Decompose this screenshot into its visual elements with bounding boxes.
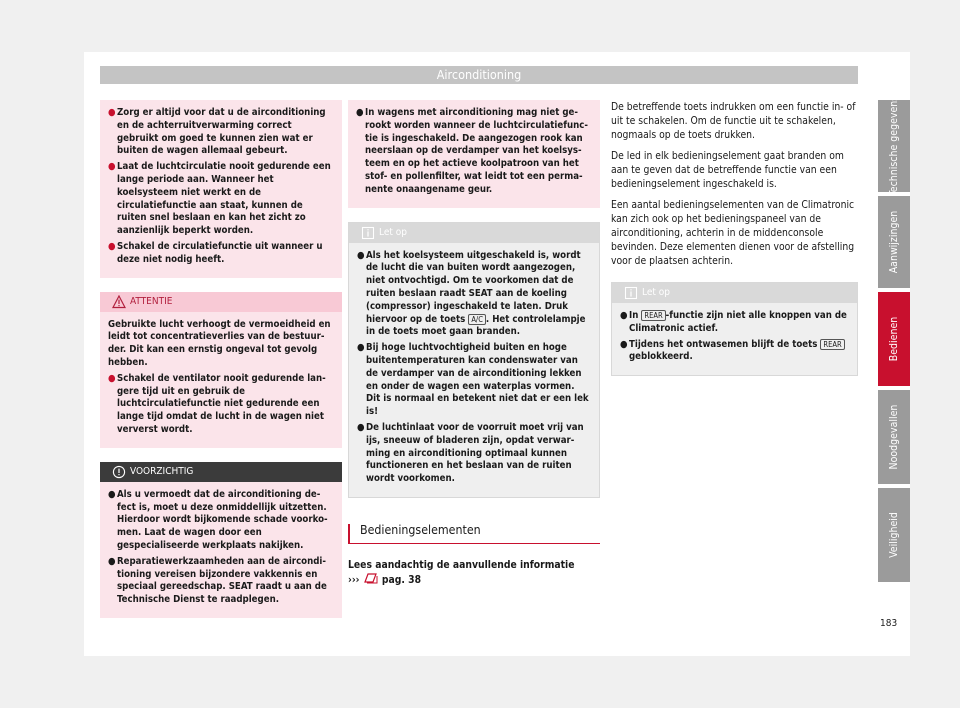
- list-item: ● Als het koelsysteem uitgeschakeld is, wordt de lucht die van buiten wordt aangezogen, niet ontvochtigd. Om te voorkomen dat de ruiten beslaan raadt SEAT aan de koeling (compressor) ingeschakeld te laten. Druk hiervoor op de toets A/C . Het controlelampje in de toets moet gaan branden.: [357, 249, 586, 338]
- cross-reference: Lees aandachtig de aanvullende informatie ››› pag. 38: [348, 558, 575, 586]
- paragraph: De led in elk bedieningselement gaat branden om aan te geven dat de betreffende functie van een bedieningselement ingeschakeld is.: [611, 150, 844, 190]
- tab-aanwijzingen[interactable]: Aanwijzingen: [878, 196, 910, 288]
- paragraph: De betreffende toets indrukken om een functie in- of uit te schakelen. Om de functie uit te schakelen, nogmaals op de toets drukken.: [611, 101, 856, 141]
- list-item: ● De luchtinlaat voor de voorruit moet vrij van ijs, sneeuw of bladeren zijn, opdat verwarming en airconditioning optimaal kunnen functioneren en het beslaan van de ruiten wordt voorkomen.: [357, 421, 584, 485]
- attentie-text: Gebruikte lucht verhoogt de vermoeidheid en leidt tot concentratieverlies van de bestuurder. Dit kan een ernstig ongeval tot gevolg hebben.: [108, 318, 331, 368]
- bullet-icon: ●: [108, 240, 116, 252]
- page-number: 183: [880, 618, 898, 629]
- list-item: ● Reparatiewerkzaamheden aan de airconditioning vereisen bijzondere vakkennis en speciaal gereedschap. SEAT raadt u aan de Technische Dienst te raadplegen.: [108, 555, 327, 606]
- voorzichtig-header: VOORZICHTIG: [100, 462, 342, 482]
- info-circle-icon: [112, 465, 126, 479]
- column-2: [348, 100, 600, 587]
- section-heading: Bedieningselementen: [348, 524, 600, 544]
- info-note-icon: [624, 286, 638, 300]
- page-header: Airconditioning: [100, 66, 858, 84]
- rear-key-icon: REAR: [820, 339, 844, 350]
- bullet-icon: ●: [357, 342, 365, 354]
- list-item: ● Laat de luchtcirculatie nooit gedurende een lange periode aan. Wanneer het koelsysteem niet werkt en de circulatiefunctie aan staat, kunnen de ruiten snel beslaan en kan het zicht zo aanzienlijk beperkt worden.: [108, 161, 331, 237]
- list-item: ● Bij hoge luchtvochtigheid buiten en hoge buitentemperaturen kan condenswater van de verdamper van de airconditioning lekken en onder de wagen een waterplas vormen. Dit is normaal en betekent niet dat er een lek is!: [357, 342, 589, 418]
- attentie-box: [100, 292, 342, 448]
- warning-box-continued: [100, 100, 342, 278]
- let-op-header: Let op: [349, 223, 599, 243]
- bullet-icon: ●: [108, 107, 116, 118]
- let-op-header: Let op: [612, 283, 857, 303]
- bullet-icon: ●: [357, 421, 365, 433]
- warning-triangle-icon: [112, 295, 126, 309]
- paragraph: Een aantal bedieningselementen van de Climatronic kan zich ook op het bedieningspaneel van de airconditioning, achterin in de middenconsole bevinden. Deze elementen dienen voor de afstelling voor de plaatsen achterin.: [611, 199, 855, 267]
- rear-key-icon: REAR: [641, 310, 665, 321]
- list-item: ● In wagens met airconditioning mag niet gerookt worden wanneer de luchtcirculatiefunctie is ingeschakeld. De aangezogen rook kan neerslaan op de verdamper van het koelsysteem en op het actieve koolpatroon van het stof- en pollenfilter, wat leidt tot een permanente onaangename geur.: [356, 107, 588, 195]
- page-reference-link[interactable]: pag. 38: [381, 573, 422, 586]
- bullet-icon: ●: [108, 488, 116, 500]
- column-3: [611, 100, 858, 390]
- ac-key-icon: A/C: [468, 314, 486, 325]
- column-1: [100, 100, 342, 632]
- bullet-icon: ●: [357, 249, 365, 261]
- tab-technische-gegevens[interactable]: Technische gegevens: [878, 100, 910, 192]
- let-op-box-2: [611, 282, 858, 376]
- bullet-icon: ●: [108, 161, 116, 173]
- tab-bedienen[interactable]: Bedienen: [878, 292, 910, 386]
- list-item: ● Schakel de ventilator nooit gedurende langere tijd uit en gebruik de luchtcirculatiefunctie niet gedurende een lange tijd omdat de lucht in de wagen niet ververst wordt.: [108, 372, 326, 435]
- list-item: ● Tijdens het ontwasemen blijft de toets REAR geblokkeerd.: [620, 339, 849, 365]
- bullet-icon: ●: [108, 372, 116, 384]
- bullet-icon: ●: [620, 338, 628, 350]
- info-note-icon: [361, 226, 375, 240]
- let-op-box: [348, 222, 600, 498]
- voorzichtig-box-continued: [348, 100, 600, 208]
- list-item: ● Als u vermoedt dat de airconditioning defect is, moet u deze onmiddellijk uitzetten. Hierdoor wordt bijkomende schade voorkomen. Laat de wagen door een gespecialiseerde werkplaats nakijken.: [108, 488, 328, 551]
- book-reference-icon[interactable]: [363, 572, 379, 584]
- tab-noodgevallen[interactable]: Noodgevallen: [878, 390, 910, 484]
- tab-veiligheid[interactable]: Veiligheid: [878, 488, 910, 582]
- voorzichtig-box: [100, 462, 342, 618]
- attentie-header: ATTENTIE: [100, 292, 342, 312]
- bullet-icon: ●: [356, 107, 364, 118]
- list-item: ● In REAR -functie zijn niet alle knoppen van de Climatronic actief.: [620, 310, 847, 334]
- list-item: ● Schakel de circulatiefunctie uit wanneer u deze niet nodig heeft.: [108, 240, 323, 265]
- bullet-icon: ●: [108, 555, 116, 567]
- list-item: ● Zorg er altijd voor dat u de airconditioning en de achterruitverwarming correct gebruikt om goed te kunnen zien wat er buiten de wagen allemaal gebeurt.: [108, 107, 326, 157]
- bullet-icon: ●: [620, 310, 628, 321]
